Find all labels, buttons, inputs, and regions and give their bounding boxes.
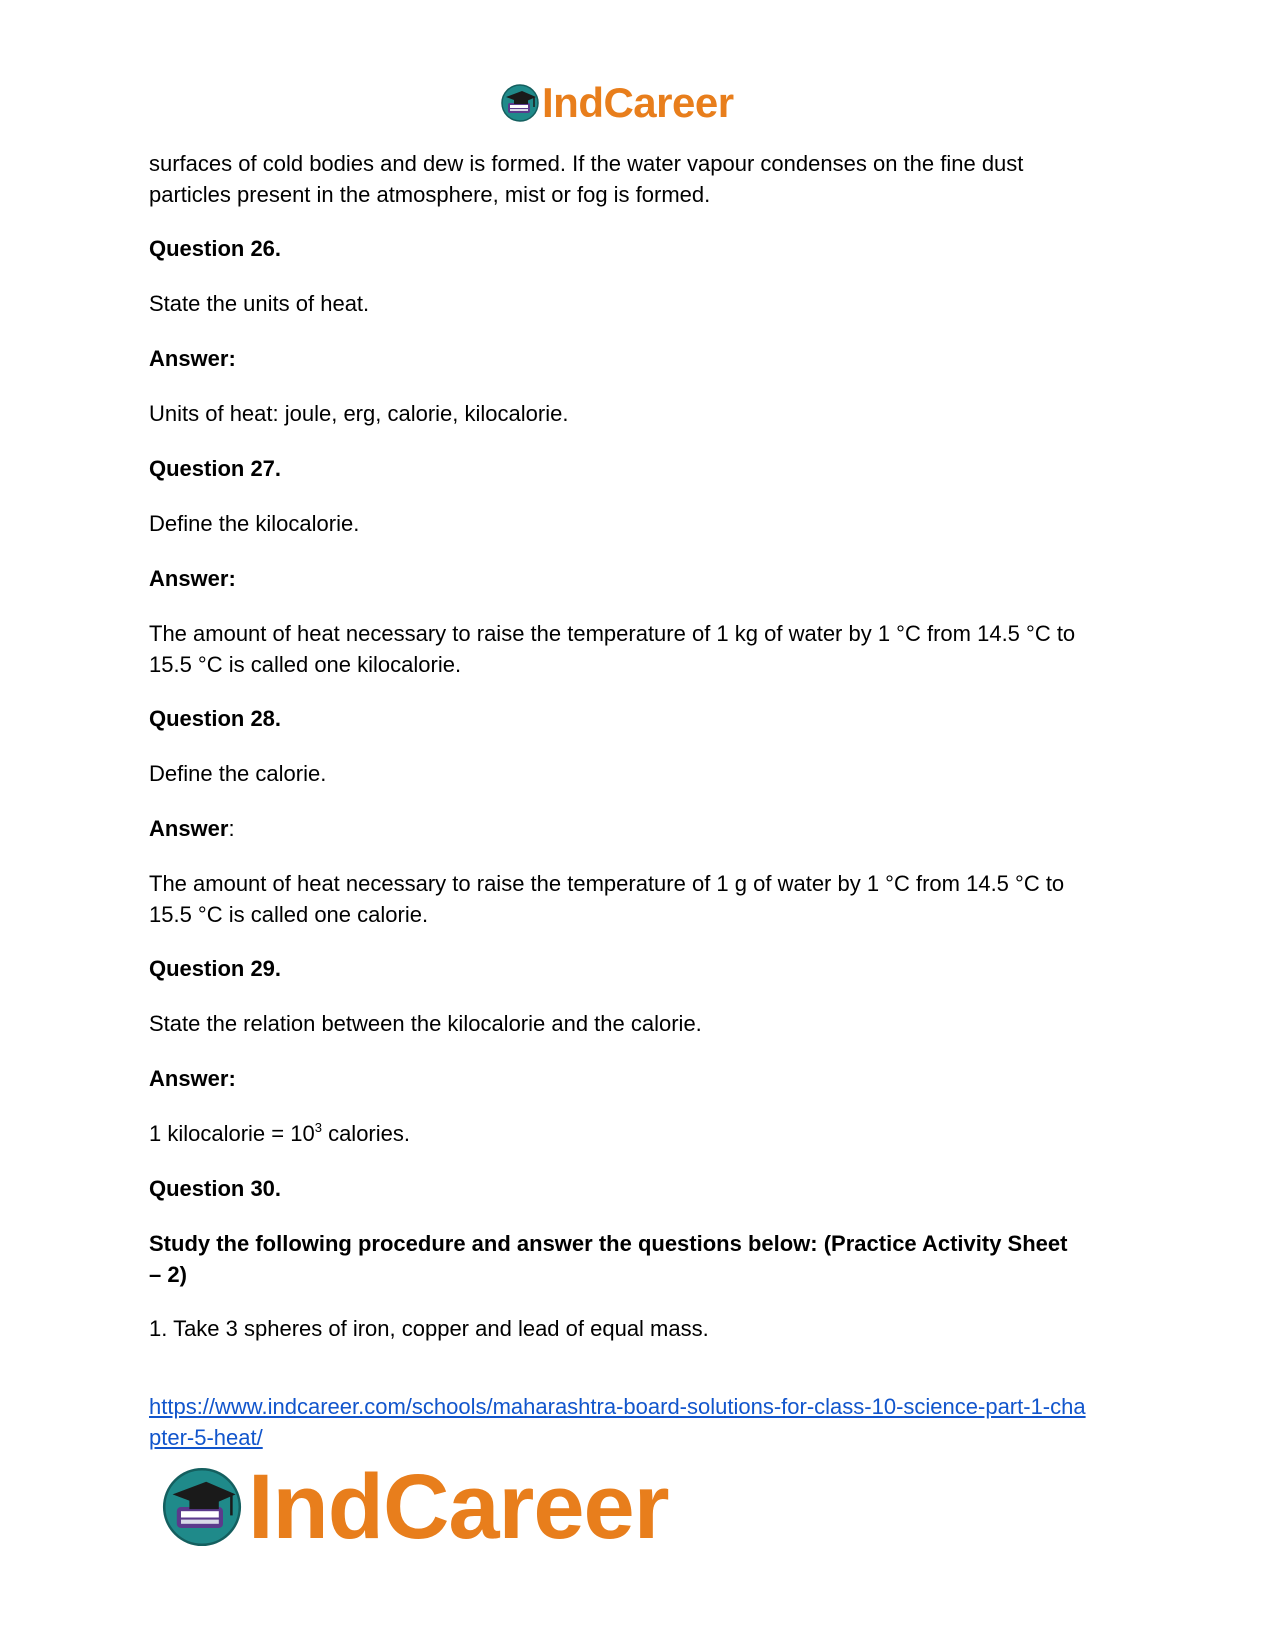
intro-line-2: particles present in the atmosphere, mist or fog is formed. (149, 182, 711, 207)
question-26-title: Question 26. (149, 236, 282, 261)
answer-28-line-1: The amount of heat necessary to raise the temperature of 1 g of water by 1 °C from 14.5 °C to (149, 871, 1065, 896)
question-29-text: State the relation between the kilocalorie and the calorie. (149, 1011, 702, 1036)
intro-paragraph (149, 148, 1139, 210)
graduation-cap-book-icon (500, 83, 540, 123)
answer-28-label-colon: : (228, 816, 235, 841)
answer-27-line-2: 15.5 °C is called one kilocalorie. (149, 652, 462, 677)
question-27-title: Question 27. (149, 456, 282, 481)
footer-logo-text: IndCareer (248, 1456, 669, 1558)
footer-logo (160, 1456, 669, 1558)
intro-line-1: surfaces of cold bodies and dew is formed. If the water vapour condenses on the fine dust (149, 151, 1024, 176)
answer-28-text (149, 868, 1139, 930)
question-30-step-1: 1. Take 3 spheres of iron, copper and lead of equal mass. (149, 1316, 709, 1341)
answer-29-label: Answer: (149, 1066, 236, 1091)
answer-28-label (149, 813, 1139, 844)
answer-29-text (149, 1118, 1139, 1149)
source-link-line-1[interactable]: https://www.indcareer.com/schools/maharashtra-board-solutions-for-class-10-science-part-1-cha (149, 1394, 1086, 1419)
question-30-title: Question 30. (149, 1176, 282, 1201)
question-26-text: State the units of heat. (149, 291, 370, 316)
question-28-text: Define the calorie. (149, 761, 327, 786)
answer-27-label: Answer: (149, 566, 236, 591)
source-link[interactable] (149, 1391, 1139, 1453)
question-28-title: Question 28. (149, 706, 282, 731)
question-30-instruction-line-2: – 2) (149, 1262, 187, 1287)
header-logo (500, 80, 734, 126)
question-27-text: Define the kilocalorie. (149, 511, 360, 536)
question-30-instruction (149, 1228, 1139, 1290)
answer-27-text (149, 618, 1139, 680)
question-29-title: Question 29. (149, 956, 282, 981)
answer-27-line-1: The amount of heat necessary to raise the temperature of 1 kg of water by 1 °C from 14.5 °C to (149, 621, 1076, 646)
question-30-instruction-line-1: Study the following procedure and answer the questions below: (Practice Activity Sheet (149, 1231, 1068, 1256)
header-logo-text: IndCareer (542, 79, 734, 126)
answer-29-exponent: 3 (314, 1120, 322, 1135)
answer-29-prefix: 1 kilocalorie = 10 (149, 1121, 315, 1146)
answer-28-line-2: 15.5 °C is called one calorie. (149, 902, 429, 927)
answer-29-suffix: calories. (321, 1121, 410, 1146)
answer-26-text: Units of heat: joule, erg, calorie, kilocalorie. (149, 401, 569, 426)
graduation-cap-book-icon (160, 1465, 244, 1549)
answer-28-label-text: Answer (149, 816, 229, 841)
answer-26-label: Answer: (149, 346, 236, 371)
source-link-line-2[interactable]: pter-5-heat/ (149, 1425, 263, 1450)
